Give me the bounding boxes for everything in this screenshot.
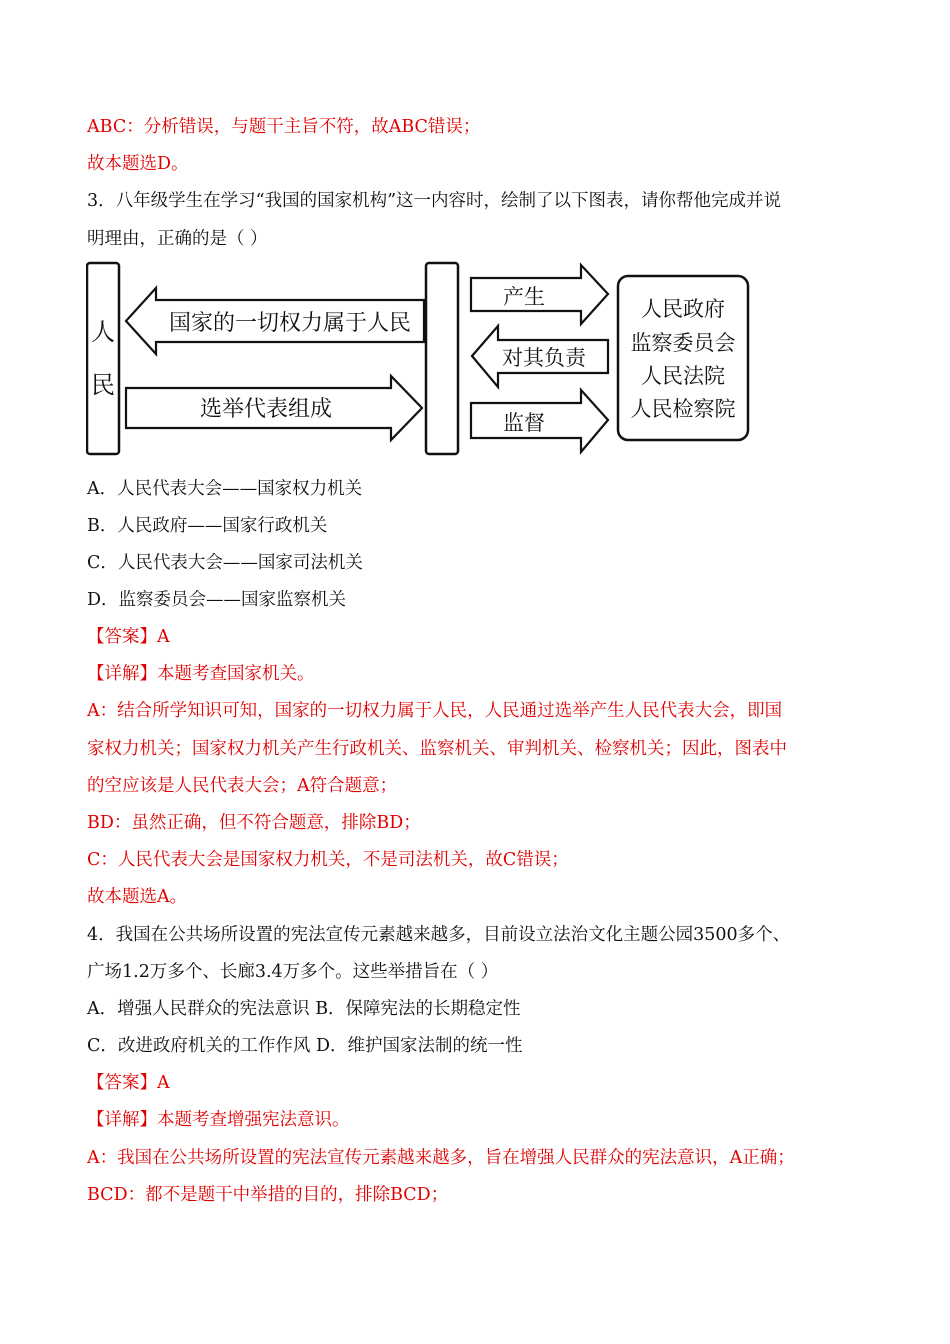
option-d: D．监察委员会——国家监察机关 [87, 590, 347, 610]
organ-supervision: 监察委员会 [630, 331, 736, 355]
explanation-line: 家权力机关；国家权力机关产生行政机关、监察机关、审判机关、检察机关；因此，图表中 [87, 739, 787, 759]
options-cd: C．改进政府机关的工作作风 D．维护国家法制的统一性 [87, 1036, 523, 1056]
explanation-line: A：我国在公共场所设置的宪法宣传元素越来越多，旨在增强人民群众的宪法意识，A正确； [87, 1148, 795, 1168]
arrow-right-label: 选举代表组成 [199, 397, 333, 422]
option-b: B．人民政府——国家行政机关 [87, 516, 328, 536]
answer-label: 【答案】A [87, 1073, 170, 1093]
option-a: A．人民代表大会——国家权力机关 [87, 479, 363, 499]
arrow-produce-label: 产生 [503, 285, 545, 309]
explanation-line: C：人民代表大会是国家权力机关，不是司法机关，故C错误； [87, 850, 569, 870]
explanation-line: A：结合所学知识可知，国家的一切权力属于人民，人民通过选举产生人民代表大会，即国 [87, 701, 783, 721]
arrow-responsible-label: 对其负责 [502, 346, 586, 370]
explanation-line: 故本题选A。 [87, 887, 188, 907]
people-char-bottom: 民 [91, 371, 115, 399]
question-3-stem: 明理由，正确的是（ ） [87, 229, 268, 249]
question-4-stem: 广场1.2万多个、长廊3.4万多个。这些举措旨在（ ） [87, 962, 499, 982]
blank-organ-box [426, 263, 458, 454]
explanation-line: BCD：都不是题干中举措的目的，排除BCD； [87, 1185, 449, 1205]
options-ab: A．增强人民群众的宪法意识 B．保障宪法的长期稳定性 [87, 999, 521, 1019]
explanation-line: BD：虽然正确，但不符合题意，排除BD； [87, 813, 421, 833]
explanation-line: 的空应该是人民代表大会；A符合题意； [87, 776, 398, 796]
question-3-stem: 3．八年级学生在学习“我国的国家机构”这一内容时，绘制了以下图表，请你帮他完成并说 [87, 191, 782, 211]
explanation-line: 【详解】本题考查国家机关。 [87, 664, 315, 684]
text-line: ABC：分析错误，与题干主旨不符，故ABC错误； [87, 117, 481, 137]
question-4-stem: 4．我国在公共场所设置的宪法宣传元素越来越多，目前设立法治文化主题公园3500多个、 [87, 925, 791, 945]
organ-procuratorate: 人民检察院 [630, 397, 736, 421]
text-line: 故本题选D。 [87, 154, 189, 174]
state-organs-diagram [86, 258, 754, 458]
organ-court: 人民法院 [641, 364, 725, 388]
people-char-top: 人 [91, 318, 115, 346]
people-box [87, 263, 119, 454]
answer-label: 【答案】A [87, 627, 170, 647]
arrow-left-label: 国家的一切权力属于人民 [168, 311, 412, 336]
option-c: C．人民代表大会——国家司法机关 [87, 553, 363, 573]
organ-government: 人民政府 [641, 297, 725, 321]
explanation-line: 【详解】本题考查增强宪法意识。 [87, 1110, 350, 1130]
arrow-supervise-label: 监督 [503, 411, 545, 435]
